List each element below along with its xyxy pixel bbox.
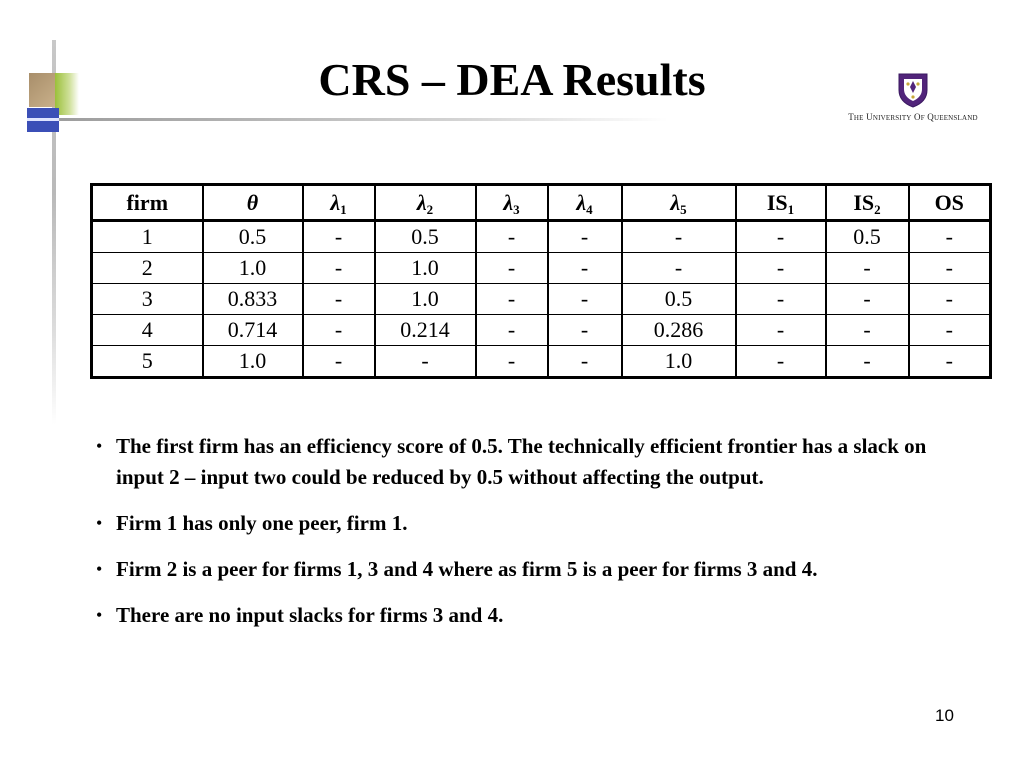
table-cell: - xyxy=(548,253,622,284)
table-cell: - xyxy=(476,253,548,284)
table-cell: - xyxy=(303,284,375,315)
table-cell: - xyxy=(736,253,826,284)
table-cell: - xyxy=(303,253,375,284)
table-cell: 1.0 xyxy=(375,253,476,284)
table-cell: - xyxy=(548,221,622,253)
table-cell: - xyxy=(622,253,736,284)
table-header-row xyxy=(92,185,991,221)
bullet-list xyxy=(96,431,956,646)
table-cell: - xyxy=(476,346,548,378)
table-row xyxy=(92,346,991,378)
table-cell: - xyxy=(736,346,826,378)
table-cell: 0.5 xyxy=(826,221,909,253)
table-cell: - xyxy=(548,315,622,346)
header-os: OS xyxy=(909,185,991,221)
table-cell: - xyxy=(826,253,909,284)
table-cell: - xyxy=(303,221,375,253)
header-firm: firm xyxy=(92,185,203,221)
table-cell: 5 xyxy=(92,346,203,378)
table-cell: - xyxy=(303,346,375,378)
header-is-2: $IS_2$ xyxy=(826,185,909,221)
table-cell: - xyxy=(303,315,375,346)
table-cell: 4 xyxy=(92,315,203,346)
table-cell: - xyxy=(826,315,909,346)
table-cell: - xyxy=(548,284,622,315)
table-cell: 1.0 xyxy=(375,284,476,315)
decorative-blue-stripe xyxy=(27,118,59,121)
table-cell: 1.0 xyxy=(203,253,303,284)
table-cell: - xyxy=(736,315,826,346)
table-cell: - xyxy=(826,346,909,378)
table-cell: - xyxy=(909,221,991,253)
bullet-item: • Firm 1 has only one peer, firm 1. xyxy=(96,508,956,539)
header-is-1: $IS_1$ xyxy=(736,185,826,221)
table-cell: 0.5 xyxy=(203,221,303,253)
table-cell: - xyxy=(736,284,826,315)
bullet-item: • Firm 2 is a peer for firms 1, 3 and 4 where as firm 5 is a peer for firms 3 and 4. xyxy=(96,554,956,585)
table-cell: - xyxy=(622,221,736,253)
table-cell: 0.286 xyxy=(622,315,736,346)
table-cell: - xyxy=(375,346,476,378)
table-cell: 1.0 xyxy=(203,346,303,378)
table-cell: - xyxy=(826,284,909,315)
bullet-item: • There are no input slacks for firms 3 and 4. xyxy=(96,600,956,631)
university-logo-text: THE UNIVERSITY OF QUEENSLAND xyxy=(848,112,978,122)
university-logo xyxy=(840,70,986,126)
table-cell: 0.5 xyxy=(622,284,736,315)
table-cell: - xyxy=(909,346,991,378)
table-cell: 3 xyxy=(92,284,203,315)
slide-title: CRS – DEA Results xyxy=(318,54,706,105)
header-lambda-1: $\lambda_1$ xyxy=(303,185,375,221)
table-cell: - xyxy=(909,315,991,346)
header-lambda-3: $\lambda_3$ xyxy=(476,185,548,221)
header-theta: θ xyxy=(203,185,303,221)
table-cell: 0.833 xyxy=(203,284,303,315)
decorative-horizontal-line xyxy=(28,118,668,121)
table-cell: 1.0 xyxy=(622,346,736,378)
header-lambda-5: $\lambda_5$ xyxy=(622,185,736,221)
header-lambda-2: $\lambda_2$ xyxy=(375,185,476,221)
table-cell: 1 xyxy=(92,221,203,253)
table-row xyxy=(92,315,991,346)
crest-icon xyxy=(896,72,930,108)
header-lambda-4: $\lambda_4$ xyxy=(548,185,622,221)
table-cell: - xyxy=(548,346,622,378)
table-cell: - xyxy=(476,315,548,346)
table-cell: 2 xyxy=(92,253,203,284)
table-cell: - xyxy=(476,221,548,253)
table-row xyxy=(92,253,991,284)
table-row xyxy=(92,221,991,253)
table-row xyxy=(92,284,991,315)
table-cell: 0.5 xyxy=(375,221,476,253)
table-cell: 0.214 xyxy=(375,315,476,346)
table-cell: - xyxy=(909,253,991,284)
dea-results-table xyxy=(90,183,992,379)
table-cell: - xyxy=(909,284,991,315)
bullet-item: • The first firm has an efficiency score of 0.5. The technically efficient frontier has a slack on input 2 – input two could be reduced by 0.5 without affecting the output. xyxy=(96,431,956,493)
table-cell: - xyxy=(736,221,826,253)
table-cell: 0.714 xyxy=(203,315,303,346)
page-number: 10 xyxy=(935,706,954,725)
table-cell: - xyxy=(476,284,548,315)
